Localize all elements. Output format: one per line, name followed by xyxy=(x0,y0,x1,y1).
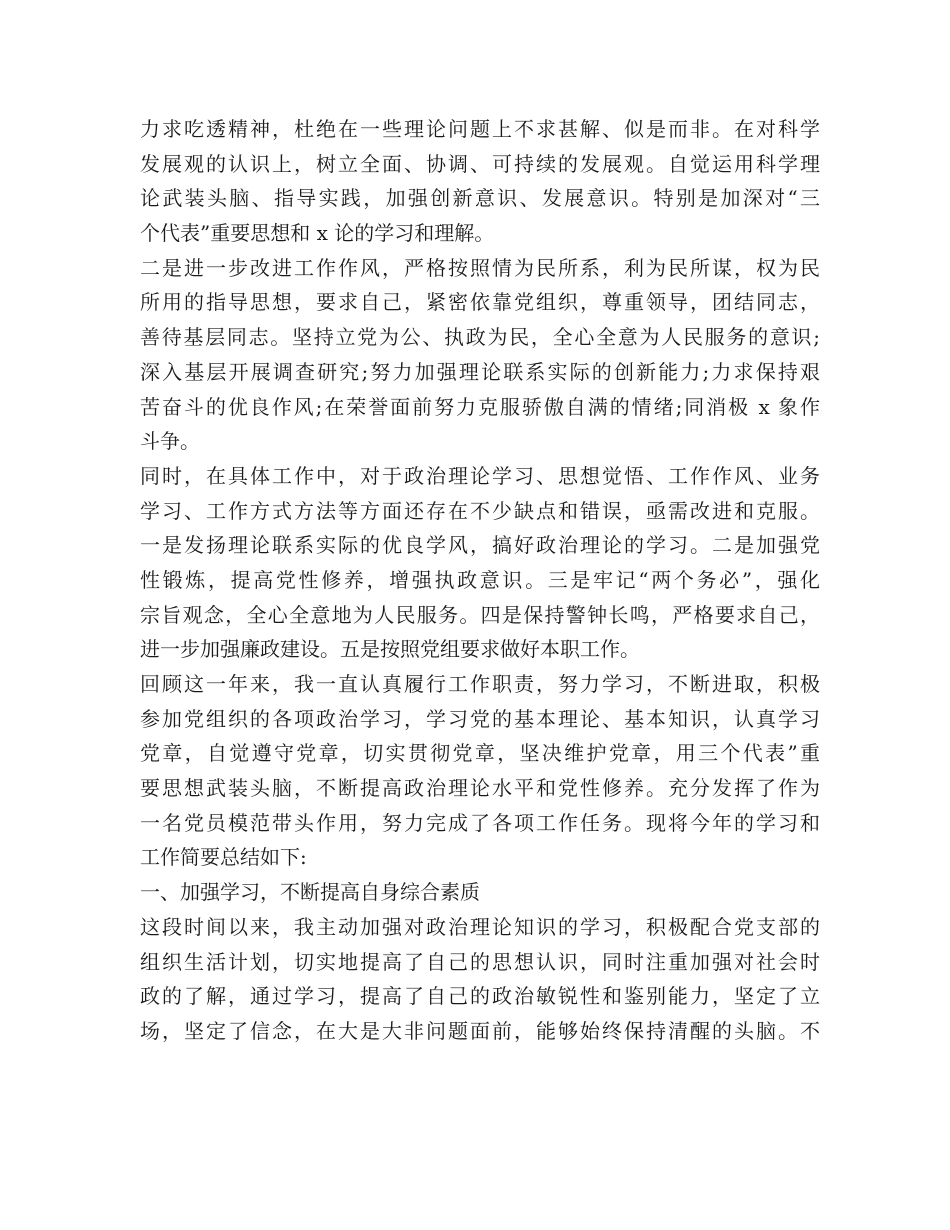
text-line: 工作简要总结如下: xyxy=(140,845,307,870)
text-line: 进一步加强廉政建设。五是按照党组要求做好本职工作。 xyxy=(140,637,640,662)
text-line: 力求吃透精神，杜绝在一些理论问题上不求甚解、似是而非。在对科学 xyxy=(140,117,820,141)
text-line: 学习、工作方式方法等方面还存在不少缺点和错误，亟需改进和克服。 xyxy=(140,498,820,523)
text-line: 深入基层开展调查研究;努力加强理论联系实际的创新能力;力求保持艰 xyxy=(140,359,820,384)
text-line: 论武装头脑、指导实践，加强创新意识、发展意识。特别是加深对“三 xyxy=(140,186,820,211)
text-line: 场，坚定了信念，在大是大非问题面前，能够始终保持清醒的头脑。不 xyxy=(140,1018,820,1043)
text-line: 组织生活计划，切实地提高了自己的思想认识，同时注重加强对社会时 xyxy=(140,949,820,974)
text-line: 政的了解，通过学习，提高了自己的政治敏锐性和鉴别能力，坚定了立 xyxy=(140,984,820,1009)
text-line: 斗争。 xyxy=(140,429,200,454)
text-line: 同时，在具体工作中，对于政治理论学习、思想觉悟、工作作风、业务 xyxy=(140,463,820,488)
text-line: 善待基层同志。坚持立党为公、执政为民，全心全意为人民服务的意识; xyxy=(140,325,820,350)
text-line: 一名党员模范带头作用，努力完成了各项工作任务。现将今年的学习和 xyxy=(140,810,820,835)
text-line: 个代表”重要思想和 x 论的学习和理解。 xyxy=(140,221,495,246)
text-line: 一、加强学习，不断提高自身综合素质 xyxy=(140,880,480,905)
text-line: 性锻炼，提高党性修养，增强执政意识。三是牢记“两个务必”，强化 xyxy=(140,567,820,592)
document-body xyxy=(140,112,820,1049)
text-line: 一是发扬理论联系实际的优良学风，搞好政治理论的学习。二是加强党 xyxy=(140,533,820,558)
text-line: 二是进一步改进工作作风，严格按照情为民所系，利为民所谋，权为民 xyxy=(140,255,820,280)
text-line: 回顾这一年来，我一直认真履行工作职责，努力学习，不断进取，积极 xyxy=(140,672,820,696)
text-line: 党章，自觉遵守党章，切实贯彻党章，坚决维护党章，用三个代表”重 xyxy=(140,741,820,766)
text-line: 发展观的认识上，树立全面、协调、可持续的发展观。自觉运用科学理 xyxy=(140,151,820,176)
text-line: 要思想武装头脑，不断提高政治理论水平和党性修养。充分发挥了作为 xyxy=(140,776,820,801)
text-line: 宗旨观念，全心全意地为人民服务。四是保持警钟长鸣，严格要求自己， xyxy=(140,602,820,627)
text-line: 所用的指导思想，要求自己，紧密依靠党组织，尊重领导，团结同志， xyxy=(140,290,820,315)
text-line: 苦奋斗的优良作风;在荣誉面前努力克服骄傲自满的情绪;同消极 x 象作 xyxy=(140,394,820,419)
text-line: 参加党组织的各项政治学习，学习党的基本理论、基本知识，认真学习 xyxy=(140,706,820,731)
text-line: 这段时间以来，我主动加强对政治理论知识的学习，积极配合党支部的 xyxy=(140,914,820,939)
